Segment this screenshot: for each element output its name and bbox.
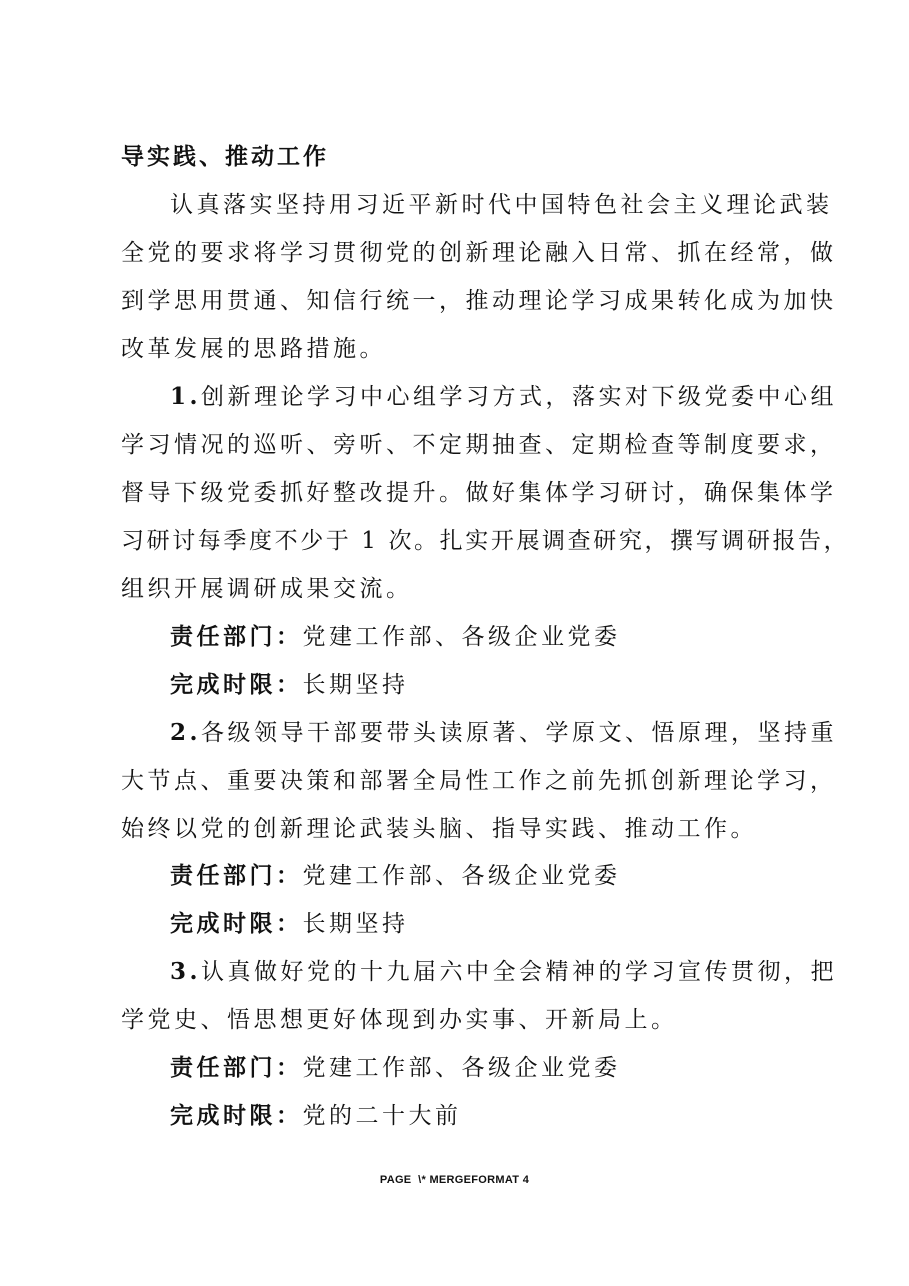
page-footer (0, 1174, 909, 1186)
item-number: 1. (170, 383, 202, 410)
list-item-line (170, 718, 909, 748)
list-item-line: 学习情况的巡听、旁听、不定期抽查、定期检查等制度要求， (121, 432, 837, 458)
item-text: 各级领导干部要带头读原著、学原文、悟原理，坚持重 (201, 720, 838, 746)
responsible-dept (170, 622, 909, 652)
list-item-line (170, 957, 909, 987)
deadline-label: 完成时限： (170, 671, 303, 698)
paragraph-line: 认真落实坚持用习近平新时代中国特色社会主义理论武装 (170, 192, 833, 218)
dept-label: 责任部门： (170, 623, 303, 650)
list-item-line: 始终以党的创新理论武装头脑、指导实践、推动工作。 (121, 816, 757, 842)
responsible-dept (170, 861, 909, 891)
list-item-line: 习研讨每季度不少于 1 次。扎实开展调查研究，撰写调研报告， (121, 528, 850, 554)
dept-value: 党建工作部、各级企业党委 (302, 624, 621, 650)
list-item-line: 大节点、重要决策和部署全局性工作之前先抓创新理论学习， (121, 768, 837, 794)
paragraph-line: 到学思用贯通、知信行统一，推动理论学习成果转化成为加快 (121, 288, 837, 314)
paragraph-line: 全党的要求将学习贯彻党的创新理论融入日常、抓在经常，做 (121, 240, 837, 266)
deadline-value: 长期坚持 (302, 911, 409, 937)
deadline-label: 完成时限： (170, 1102, 303, 1129)
item-text: 创新理论学习中心组学习方式，落实对下级党委中心组 (201, 384, 838, 410)
dept-label: 责任部门： (170, 862, 303, 889)
footer-format-field: \* MERGEFORMAT (418, 1174, 520, 1186)
item-number: 2. (170, 719, 202, 746)
dept-value: 党建工作部、各级企业党委 (302, 1055, 621, 1081)
deadline (170, 670, 909, 700)
list-item-line: 督导下级党委抓好整改提升。做好集体学习研讨，确保集体学 (121, 480, 837, 506)
deadline (170, 909, 909, 939)
list-item-line: 组织开展调研成果交流。 (121, 576, 413, 602)
responsible-dept (170, 1053, 909, 1083)
list-item-line: 学党史、悟思想更好体现到办实事、开新局上。 (121, 1007, 678, 1033)
dept-value: 党建工作部、各级企业党委 (302, 863, 621, 889)
deadline-value: 党的二十大前 (302, 1103, 462, 1129)
paragraph-line: 改革发展的思路措施。 (121, 336, 386, 362)
item-number: 3. (170, 958, 202, 985)
list-item-line (170, 382, 909, 412)
item-text: 认真做好党的十九届六中全会精神的学习宣传贯彻，把 (201, 959, 838, 985)
section-heading: 导实践、推动工作 (121, 143, 329, 170)
page-number: 4 (522, 1174, 530, 1186)
deadline-label: 完成时限： (170, 910, 303, 937)
deadline (170, 1101, 909, 1131)
footer-page-field: PAGE (379, 1174, 412, 1186)
dept-label: 责任部门： (170, 1054, 303, 1081)
deadline-value: 长期坚持 (302, 672, 409, 698)
